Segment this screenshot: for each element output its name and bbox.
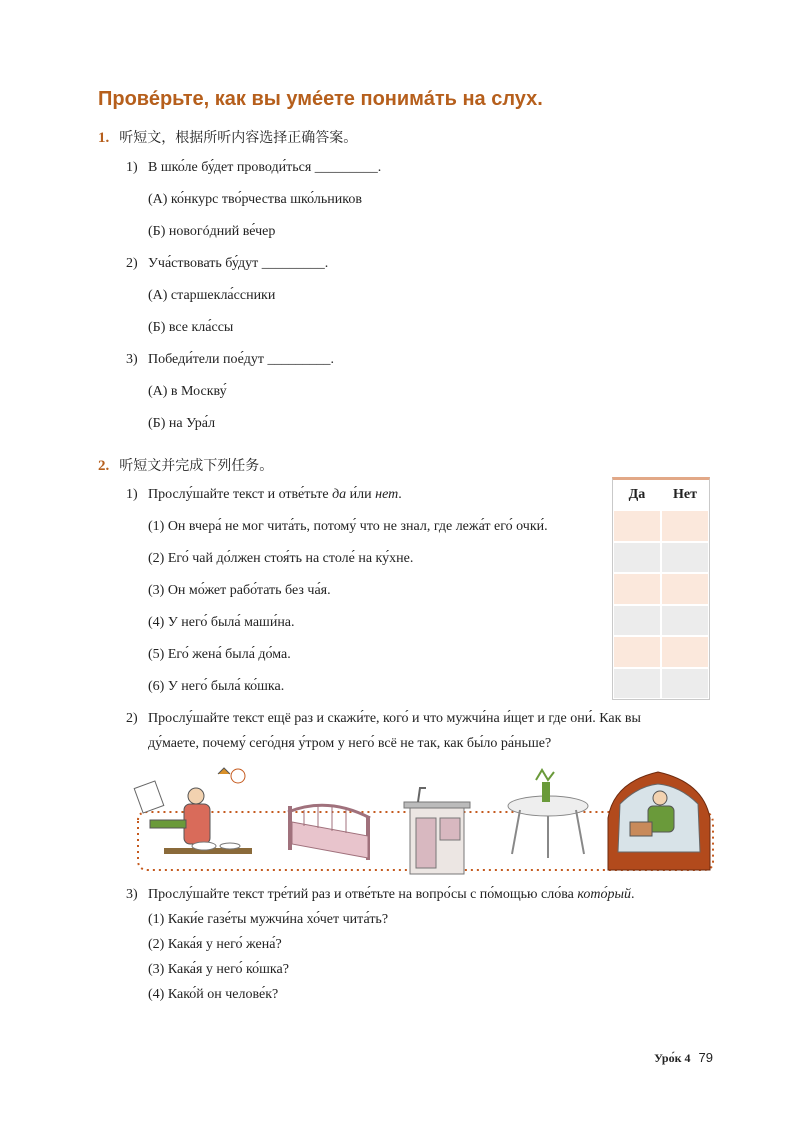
subtask-text: Прослу́шайте текст ещё раз и скажи́те, кого́ и что мужчи́на и́щет и где они́. Как вы: [148, 711, 641, 726]
question-item: (3) Кака́я у него́ ко́шка?: [148, 962, 289, 977]
table-row: [613, 542, 709, 574]
round-table-image: [508, 770, 588, 858]
table-row: [613, 573, 709, 605]
option-a: (А) старшекла́ссники: [148, 288, 276, 303]
task-number: 1.: [98, 130, 110, 146]
subtask-2-continued: ду́маете, почему́ сего́дня у́тром у него́ всё не так, как бы́ло ра́ньше?: [148, 736, 552, 751]
option-a: (А) ко́нкурс тво́рчества шко́льников: [148, 192, 362, 207]
answer-cell-no[interactable]: [661, 668, 709, 700]
option-b: (Б) новогóдний ве́чер: [148, 224, 276, 239]
table-row: [613, 605, 709, 637]
question-item: (1) Каки́е газе́ты мужчи́на хо́чет чита́ть?: [148, 912, 389, 927]
subtask-2: [126, 711, 641, 727]
subtask-1: [126, 487, 402, 503]
answer-cell-yes[interactable]: [613, 542, 661, 574]
table-header: [613, 480, 709, 510]
word-no: нет: [375, 487, 399, 502]
task-number: 2.: [98, 458, 110, 474]
task-2-heading: [98, 455, 273, 475]
subtask-number: 3): [126, 887, 138, 902]
question-3: [126, 352, 334, 368]
header-yes: Да: [628, 487, 646, 502]
answer-cell-no[interactable]: [661, 542, 709, 574]
subtask-number: 2): [126, 711, 138, 726]
option-b: (Б) на Ура́л: [148, 416, 216, 431]
question-2: [126, 256, 328, 272]
word-yes: да: [332, 487, 347, 502]
task-instruction: 听短文并完成下列任务。: [119, 458, 274, 474]
illustration-strip: [128, 762, 720, 878]
answer-cell-yes[interactable]: [613, 636, 661, 668]
question-text: В шко́ле бу́дет проводи́ться _________.: [148, 160, 382, 175]
subtask-text: Прослу́шайте текст тре́тий раз и отве́тьте на вопро́сы с по́мощью сло́ва: [148, 887, 578, 902]
table-row: [613, 510, 709, 542]
statement-item: (4) У него́ была́ маши́на.: [148, 615, 295, 630]
car-with-woman-image: [608, 772, 710, 870]
question-item: (4) Како́й он челове́к?: [148, 987, 279, 1002]
statement-item: (5) Его́ жена́ была́ до́ма.: [148, 647, 291, 662]
page-number: 79: [698, 1050, 713, 1065]
statement-item: (6) У него́ была́ ко́шка.: [148, 679, 285, 694]
page-footer: [654, 1050, 713, 1066]
subtask-3: [126, 887, 634, 903]
header-no: Нет: [673, 487, 697, 502]
subtask-text: и́ли: [346, 487, 376, 502]
question-1: [126, 160, 381, 176]
answer-cell-no[interactable]: [661, 573, 709, 605]
keyword: кото́рый: [577, 887, 631, 902]
kitchen-counter-image: [404, 788, 470, 874]
subtask-text: Прослу́шайте текст и отве́тьте: [148, 487, 333, 502]
subtask-text: .: [398, 487, 402, 502]
table-row: [613, 636, 709, 668]
statement-item: (2) Его́ чай до́лжен стоя́ть на столе́ на ку́хне.: [148, 551, 414, 566]
page-title: Прове́рьте, как вы уме́ете понима́ть на слух.: [98, 88, 543, 110]
yes-no-table: [612, 477, 710, 700]
option-a: (А) в Москву́: [148, 384, 227, 399]
answer-cell-no[interactable]: [661, 510, 709, 542]
subtask-number: 1): [126, 487, 138, 502]
lesson-label: Уро́к 4: [654, 1051, 691, 1065]
question-number: 2): [126, 256, 138, 271]
question-number: 1): [126, 160, 138, 175]
question-text: Уча́ствовать бу́дут _________.: [148, 256, 329, 271]
question-text: Победи́тели пое́дут _________.: [148, 352, 334, 367]
answer-cell-no[interactable]: [661, 636, 709, 668]
option-b: (Б) все кла́ссы: [148, 320, 234, 335]
answer-cell-yes[interactable]: [613, 510, 661, 542]
question-number: 3): [126, 352, 138, 367]
answer-cell-yes[interactable]: [613, 668, 661, 700]
task-instruction: 听短文，根据所听内容选择正确答案。: [119, 130, 358, 146]
task-1-heading: [98, 127, 357, 147]
answer-cell-yes[interactable]: [613, 573, 661, 605]
statement-item: (1) Он вчера́ не мог чита́ть, потому́ что не знал, где лежа́т его́ очки́.: [148, 519, 548, 534]
bed-image: [288, 805, 370, 860]
subtask-text: .: [630, 887, 635, 902]
answer-cell-no[interactable]: [661, 605, 709, 637]
question-item: (2) Кака́я у него́ жена́?: [148, 937, 282, 952]
answer-cell-yes[interactable]: [613, 605, 661, 637]
table-row: [613, 668, 709, 700]
statement-item: (3) Он мо́жет рабо́тать без ча́я.: [148, 583, 331, 598]
